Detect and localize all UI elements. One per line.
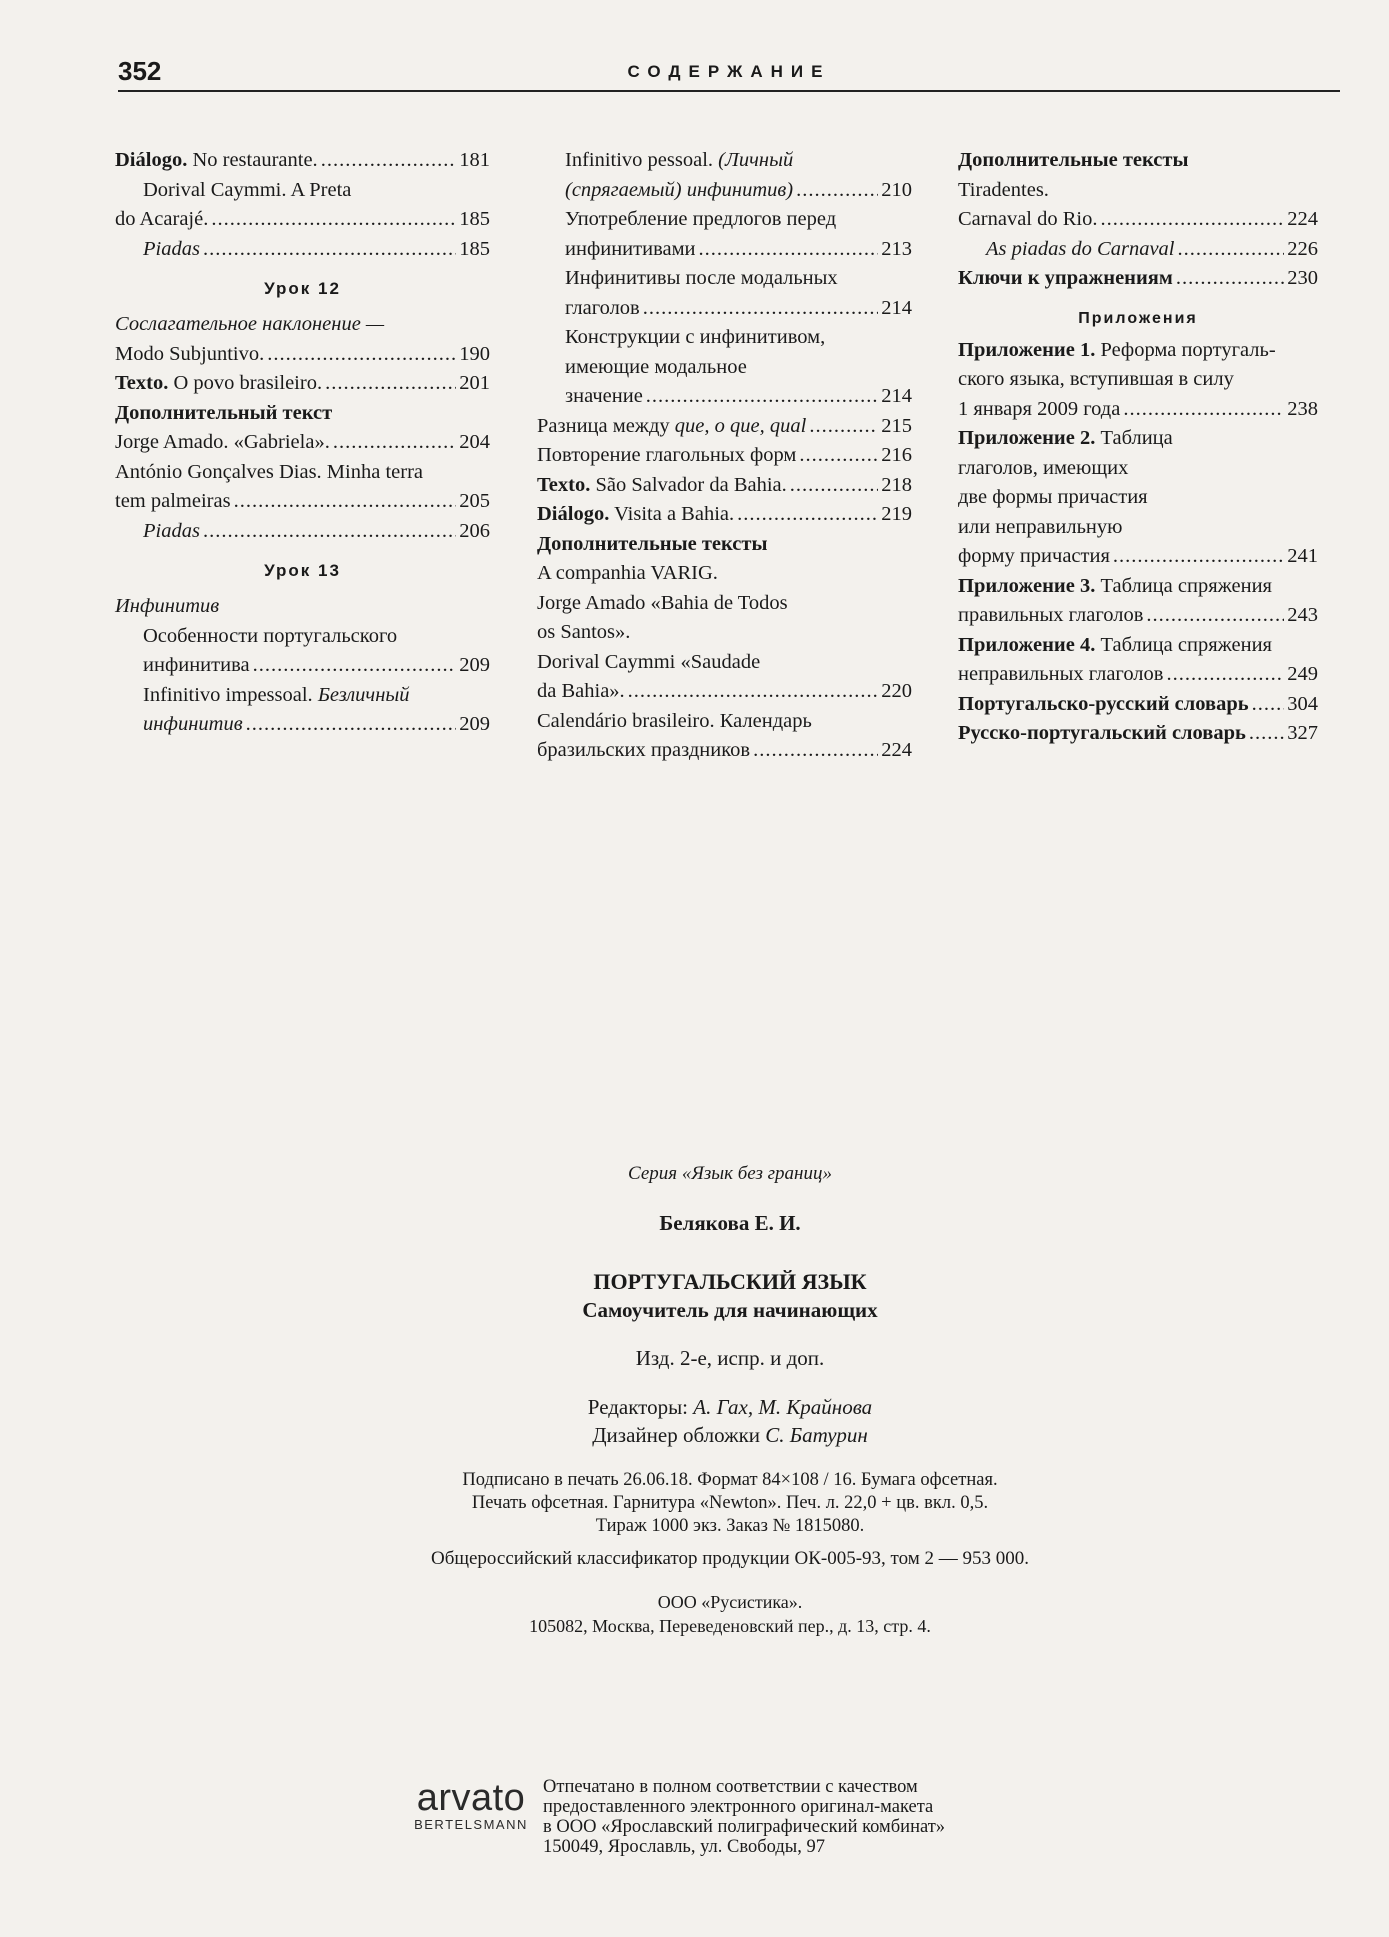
toc-line	[537, 530, 912, 560]
toc-entry	[537, 441, 912, 471]
entry-text-part: Visita a Bahia.	[609, 503, 735, 525]
print-details	[300, 1469, 1160, 1538]
toc-entry	[537, 471, 912, 501]
entry-text-part: Приложение 1.	[958, 338, 1096, 361]
toc-line	[537, 146, 912, 176]
toc-entry	[958, 690, 1318, 720]
entry-text-part: Приложение 4.	[958, 633, 1096, 656]
toc-entry	[115, 146, 490, 176]
toc-entry	[115, 235, 490, 265]
toc-line	[958, 631, 1318, 661]
entry-text	[115, 399, 332, 429]
printer-line-3: в ООО «Ярославский полиграфический комбинат»	[543, 1817, 946, 1837]
toc-line	[537, 707, 912, 737]
entry-page-number: 214	[881, 385, 912, 407]
toc-entry	[958, 235, 1318, 265]
entry-text-part: Безличный	[317, 683, 410, 706]
toc-column-1	[115, 146, 490, 740]
entry-text	[958, 572, 1272, 602]
entry-text	[537, 471, 787, 501]
toc-entry	[115, 205, 490, 235]
entry-text-part: Diálogo.	[537, 503, 610, 525]
toc-entry	[115, 487, 490, 517]
product-classifier: Общероссийский классификатор продукции ОК-005-93, том 2 — 953 000.	[430, 1548, 1029, 1569]
entry-text	[537, 589, 788, 619]
toc-line	[958, 454, 1318, 484]
toc-entry	[115, 428, 490, 458]
toc-entry	[958, 660, 1318, 690]
toc-entry	[115, 651, 490, 681]
entry-text	[958, 690, 1249, 720]
dot-leader	[253, 651, 457, 681]
entry-text-part: Разница между	[537, 414, 675, 437]
editors-line	[300, 1393, 1160, 1421]
entry-text	[958, 513, 1122, 543]
toc-entry	[958, 395, 1318, 425]
entry-page-number: 216	[881, 444, 912, 466]
toc-entry	[537, 382, 912, 412]
entry-text-part: As piadas do Carnaval	[986, 237, 1175, 260]
print-line-3: Тираж 1000 экз. Заказ № 1815080.	[595, 1516, 865, 1536]
entry-text	[115, 340, 264, 370]
entry-text-part: Употребление предлогов перед	[565, 208, 837, 230]
entry-page-number: 209	[459, 654, 490, 676]
entry-text	[958, 454, 1128, 484]
entry-text-part: Texto.	[537, 473, 591, 496]
entry-text-part: os Santos».	[537, 621, 631, 643]
credits	[300, 1393, 1160, 1449]
entry-page-number: 181	[459, 149, 490, 171]
toc-entry	[537, 235, 912, 265]
entry-text	[958, 719, 1246, 749]
entry-page-number: 213	[881, 237, 912, 260]
entry-page-number: 185	[459, 237, 490, 260]
toc-column-3	[958, 146, 1318, 749]
entry-text-part: или неправильную	[958, 515, 1123, 538]
entry-text-part: Приложение 2.	[958, 427, 1096, 449]
dot-leader	[203, 517, 456, 547]
designer-line	[300, 1421, 1160, 1449]
entry-text	[958, 424, 1173, 454]
dot-leader	[1113, 542, 1284, 572]
entry-text-part: Piadas	[143, 237, 200, 260]
entry-text-part: São Salvador da Bahia.	[590, 473, 787, 496]
printer-text	[543, 1777, 945, 1857]
print-line-1: Подписано в печать 26.06.18. Формат 84×108 / 16. Бумага офсетная.	[462, 1470, 998, 1490]
dot-leader	[799, 441, 878, 471]
entry-page-number: 327	[1287, 722, 1318, 744]
entry-text	[565, 353, 747, 383]
toc-line	[115, 310, 490, 340]
entry-text	[115, 487, 231, 517]
dot-leader	[1123, 395, 1284, 425]
entry-text	[958, 483, 1148, 513]
page-header	[118, 54, 1340, 92]
toc-line	[537, 559, 912, 589]
entry-text-part: инфинитивами	[565, 237, 696, 260]
entry-text-part: (Личный	[718, 149, 794, 171]
toc-entry	[537, 736, 912, 766]
toc-line	[958, 513, 1318, 543]
entry-text	[537, 530, 767, 560]
entry-text-part: Реформа португаль-	[1095, 338, 1276, 361]
entry-page-number: 190	[459, 342, 490, 365]
toc-line	[115, 399, 490, 429]
entry-text	[565, 294, 640, 324]
author-name: Белякова Е. И.	[659, 1211, 801, 1235]
toc-line	[537, 353, 912, 383]
entry-text-part: Таблица спряжения	[1095, 574, 1272, 597]
entry-page-number: 215	[881, 414, 912, 437]
entry-page-number: 241	[1287, 545, 1318, 567]
dot-leader	[1252, 690, 1285, 720]
entry-text-part: do Acarajé.	[115, 208, 209, 230]
arvato-logo	[406, 1779, 536, 1832]
entry-text-part: (спрягаемый) инфинитив)	[565, 178, 794, 201]
publisher-address: 105082, Москва, Переведеновский пер., д. 13, стр. 4.	[529, 1616, 931, 1636]
dot-leader	[267, 340, 456, 370]
entry-text-part: две формы причастия	[958, 486, 1148, 508]
toc-line	[958, 365, 1318, 395]
lesson-heading: Урок 12	[264, 279, 341, 298]
toc-entry	[958, 264, 1318, 294]
editors-label: Редакторы:	[587, 1395, 694, 1419]
toc-entry	[537, 677, 912, 707]
dot-leader	[234, 487, 457, 517]
entry-page-number: 206	[459, 519, 490, 542]
entry-text-part: ского языка, вступившая в силу	[958, 368, 1234, 390]
printer-line-2: предоставленного электронного оригинал-макета	[543, 1797, 934, 1817]
entry-text	[537, 441, 796, 471]
entry-text	[143, 710, 243, 740]
toc-entry	[537, 412, 912, 442]
entry-text	[143, 622, 397, 652]
dot-leader	[321, 146, 457, 176]
logo-wordmark: arvato	[416, 1777, 526, 1819]
toc-entry	[958, 542, 1318, 572]
entry-page-number: 249	[1287, 663, 1318, 685]
entry-text-part: Dorival Caymmi. A Preta	[143, 178, 352, 201]
entry-text	[537, 500, 734, 530]
entry-text-part: инфинитива	[143, 654, 250, 676]
book-subtitle: Самоучитель для начинающих	[582, 1298, 878, 1322]
dot-leader	[753, 736, 878, 766]
entry-text-part: Дополнительные тексты	[958, 149, 1189, 171]
entry-text-part: da Bahia».	[537, 680, 625, 702]
dot-leader	[325, 369, 456, 399]
entry-text-part: Дополнительный текст	[115, 401, 333, 424]
colophon	[300, 1163, 1160, 1638]
toc-entry	[537, 176, 912, 206]
entry-text	[537, 559, 718, 589]
entry-text	[537, 677, 625, 707]
toc-entry	[537, 500, 912, 530]
toc-line	[115, 592, 490, 622]
toc-entry	[958, 719, 1318, 749]
entry-text-part: Texto.	[115, 372, 169, 394]
entry-text-part: Конструкции с инфинитивом,	[565, 326, 826, 348]
printer-line-4: 150049, Ярославль, ул. Свободы, 97	[543, 1837, 825, 1857]
entry-text	[565, 382, 643, 412]
entry-page-number: 243	[1287, 604, 1318, 626]
entry-text	[115, 428, 330, 458]
entry-text-part: que, o que, qual	[674, 414, 807, 437]
entry-page-number: 226	[1287, 237, 1318, 260]
entry-text-part: неправильных глаголов	[958, 663, 1164, 685]
entry-text-part: Dorival Caymmi «Saudade	[537, 650, 761, 673]
entry-text	[565, 205, 836, 235]
entry-page-number: 205	[459, 490, 490, 512]
entry-text-part: Calendário brasileiro. Календарь	[537, 709, 812, 732]
entry-text	[143, 651, 250, 681]
entry-text	[958, 264, 1173, 294]
dot-leader	[643, 294, 879, 324]
entry-text-part: Таблица	[1095, 427, 1173, 449]
toc-line	[958, 424, 1318, 454]
toc-line	[537, 648, 912, 678]
entry-text-part: Сослагательное наклонение —	[115, 313, 385, 335]
toc-line	[537, 205, 912, 235]
entry-text	[958, 176, 1049, 206]
toc-entry	[958, 601, 1318, 631]
toc-line	[958, 176, 1318, 206]
page-number: 352	[118, 56, 162, 86]
dot-leader	[737, 500, 878, 530]
entry-text-part: значение	[565, 385, 643, 407]
entry-text	[143, 235, 200, 265]
dot-leader	[1146, 601, 1284, 631]
entry-text-part: Carnaval do Rio.	[958, 208, 1098, 230]
entry-text	[115, 592, 219, 622]
edition-info: Изд. 2-е, испр. и доп.	[635, 1346, 825, 1370]
entry-text	[537, 618, 630, 648]
entry-text	[958, 146, 1188, 176]
entry-text	[143, 517, 200, 547]
entry-text-part: инфинитив	[143, 713, 243, 735]
toc-entry	[537, 294, 912, 324]
entry-text-part: Инфинитив	[115, 595, 220, 617]
entry-page-number: 185	[459, 208, 490, 230]
toc-line	[958, 146, 1318, 176]
toc-entry	[115, 369, 490, 399]
toc-line	[958, 483, 1318, 513]
entry-text	[115, 369, 322, 399]
dot-leader	[211, 205, 456, 235]
entry-text-part: Infinitivo impessoal.	[143, 683, 318, 706]
toc-entry	[958, 205, 1318, 235]
entry-text	[115, 146, 318, 176]
entry-text-part: O povo brasileiro.	[168, 372, 323, 394]
entry-text-part: Jorge Amado «Bahia de Todos	[537, 591, 788, 614]
toc-line	[115, 176, 490, 206]
entry-page-number: 218	[881, 473, 912, 496]
dot-leader	[1101, 205, 1285, 235]
publisher-name: ООО «Русистика».	[657, 1592, 803, 1612]
entry-text-part: Дополнительные тексты	[537, 532, 768, 555]
entry-text-part: Diálogo.	[115, 149, 188, 171]
running-title: СОДЕРЖАНИЕ	[627, 62, 831, 81]
toc-line	[958, 336, 1318, 366]
entry-text-part: Особенности португальского	[143, 624, 398, 647]
toc-line	[537, 264, 912, 294]
entry-page-number: 209	[459, 713, 490, 735]
entry-text	[537, 707, 812, 737]
entry-text-part: имеющие модальное	[565, 355, 747, 378]
entry-page-number: 230	[1287, 267, 1318, 289]
dot-leader	[1176, 264, 1284, 294]
dot-leader	[699, 235, 879, 265]
dot-leader	[1249, 719, 1284, 749]
entry-text-part: Infinitivo pessoal.	[565, 149, 719, 171]
entry-text	[565, 323, 825, 353]
entry-text	[565, 235, 696, 265]
entry-text-part: Португальско-русский словарь	[958, 692, 1249, 715]
entry-page-number: 220	[881, 680, 912, 702]
entry-page-number: 224	[881, 739, 912, 761]
dot-leader	[646, 382, 878, 412]
dot-leader	[333, 428, 456, 458]
dot-leader	[809, 412, 878, 442]
lesson-heading: Урок 13	[264, 561, 341, 580]
entry-text	[958, 205, 1098, 235]
entry-text-part: No restaurante.	[187, 149, 318, 171]
entry-text	[537, 648, 760, 678]
entry-text	[958, 601, 1143, 631]
entry-text-part: António Gonçalves Dias. Minha terra	[115, 460, 423, 483]
entry-text-part: форму причастия	[958, 545, 1110, 567]
entry-text	[115, 205, 208, 235]
entry-text-part: глаголов, имеющих	[958, 456, 1129, 479]
entry-text	[958, 542, 1110, 572]
section-heading: Приложения	[1078, 309, 1198, 327]
dot-leader	[1178, 235, 1285, 265]
entry-text-part: Ключи к упражнениям	[958, 267, 1173, 289]
entry-page-number: 304	[1287, 692, 1318, 715]
editors-names: А. Гах, М. Крайнова	[693, 1395, 873, 1419]
toc-line	[958, 572, 1318, 602]
logo-subtitle: BERTELSMANN	[414, 1817, 528, 1832]
designer-name: С. Батурин	[765, 1423, 868, 1447]
toc-column-2	[537, 146, 912, 766]
toc-line	[115, 458, 490, 488]
toc-entry	[115, 340, 490, 370]
publisher-info	[300, 1590, 1160, 1638]
toc-line	[537, 618, 912, 648]
entry-text	[565, 176, 793, 206]
book-title: ПОРТУГАЛЬСКИЙ ЯЗЫК	[593, 1269, 867, 1294]
toc-entry	[115, 517, 490, 547]
entry-page-number: 210	[881, 178, 912, 201]
entry-text	[958, 395, 1120, 425]
entry-page-number: 238	[1287, 397, 1318, 420]
entry-text	[143, 681, 410, 711]
entry-text-part: tem palmeiras	[115, 490, 231, 512]
entry-text-part: Инфинитивы после модальных	[565, 267, 838, 289]
entry-text	[115, 310, 384, 340]
entry-text	[537, 412, 806, 442]
entry-text-part: Русско-португальский словарь	[958, 722, 1246, 744]
entry-page-number: 201	[459, 372, 490, 394]
entry-text-part: Приложение 3.	[958, 574, 1096, 597]
dot-leader	[203, 235, 456, 265]
entry-text	[958, 631, 1272, 661]
entry-text-part: Таблица спряжения	[1095, 633, 1272, 656]
entry-text	[565, 146, 793, 176]
entry-text	[537, 736, 750, 766]
entry-text-part: A companhia VARIG.	[537, 562, 718, 584]
toc-line	[537, 589, 912, 619]
entry-page-number: 224	[1287, 208, 1318, 230]
toc-line	[537, 323, 912, 353]
entry-text-part: Modo Subjuntivo.	[115, 342, 265, 365]
entry-text-part: Повторение глагольных форм	[537, 444, 797, 466]
designer-label: Дизайнер обложки	[592, 1423, 766, 1447]
printer-line-1: Отпечатано в полном соответствии с качеством	[543, 1777, 918, 1797]
entry-text-part: Jorge Amado. «Gabriela».	[115, 431, 330, 453]
entry-text	[958, 660, 1163, 690]
entry-text	[986, 235, 1175, 265]
entry-text-part: 1 января 2009 года	[958, 397, 1121, 420]
dot-leader	[790, 471, 878, 501]
entry-text-part: глаголов	[565, 296, 640, 319]
dot-leader	[246, 710, 457, 740]
dot-leader	[1166, 660, 1284, 690]
entry-text-part: правильных глаголов	[958, 604, 1144, 626]
entry-page-number: 219	[881, 503, 912, 525]
entry-text	[958, 336, 1276, 366]
toc-line	[115, 681, 490, 711]
dot-leader	[628, 677, 879, 707]
series-name: Серия «Язык без границ»	[628, 1163, 832, 1184]
entry-page-number: 204	[459, 431, 490, 453]
toc-line	[115, 622, 490, 652]
print-line-2: Печать офсетная. Гарнитура «Newton». Печ. л. 22,0 + цв. вкл. 0,5.	[471, 1493, 989, 1513]
entry-text	[143, 176, 351, 206]
entry-text	[115, 458, 423, 488]
entry-text-part: бразильских праздников	[537, 739, 751, 761]
entry-text	[565, 264, 838, 294]
dot-leader	[796, 176, 878, 206]
entry-text-part: Piadas	[143, 519, 200, 542]
entry-page-number: 214	[881, 296, 912, 319]
entry-text-part: Tiradentes.	[958, 178, 1049, 201]
entry-text	[958, 365, 1234, 395]
toc-entry	[115, 710, 490, 740]
